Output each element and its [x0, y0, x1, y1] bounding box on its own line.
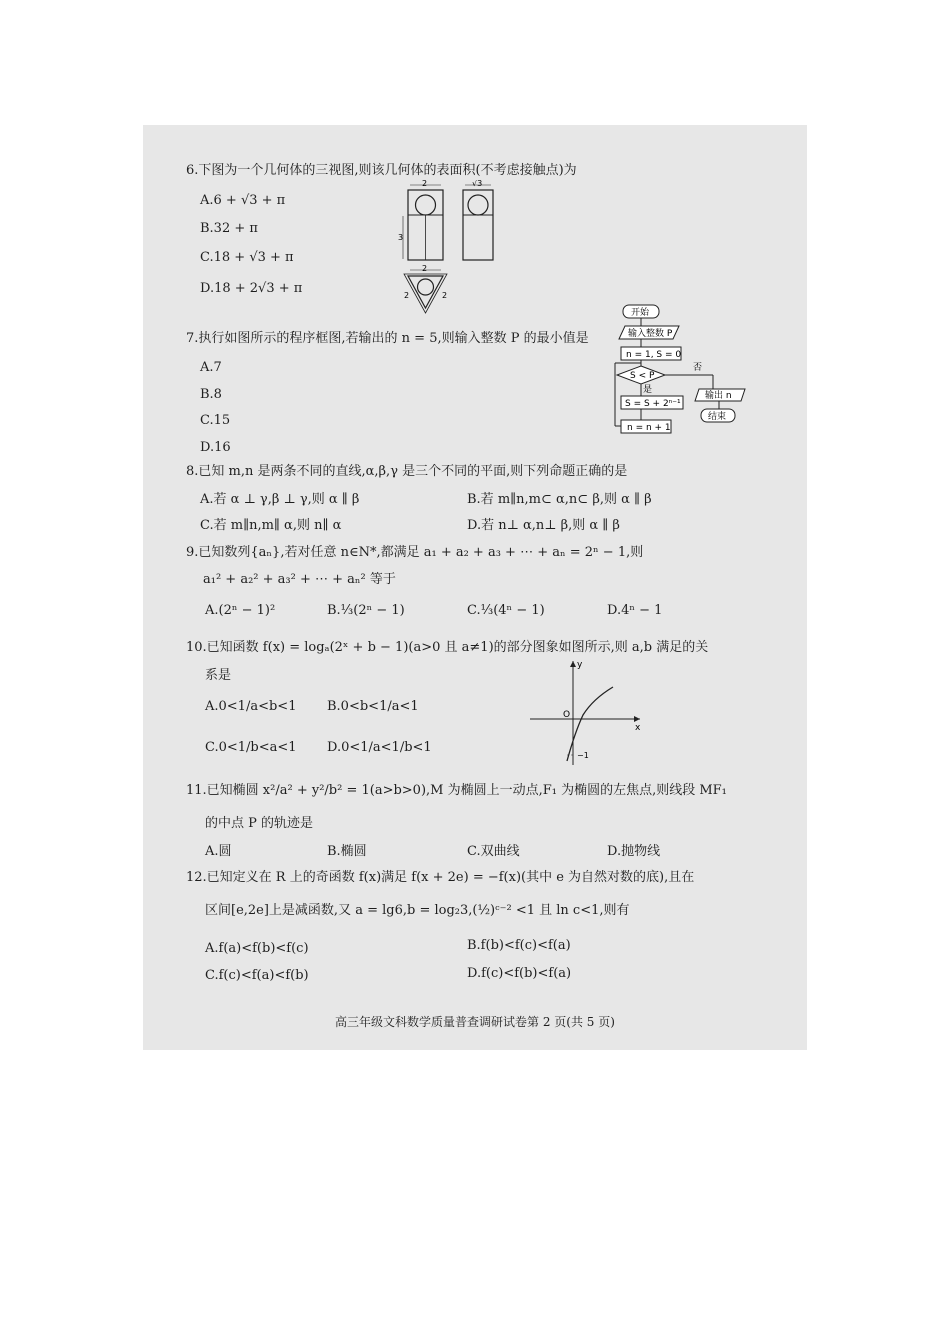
three-view-figure — [398, 180, 523, 320]
q12-option-c: C.f(c)<f(a)<f(b) — [205, 968, 309, 983]
q9-option-b: B.⅓(2ⁿ − 1) — [327, 603, 405, 618]
q6-option-d: D.18 + 2√3 + π — [200, 281, 303, 296]
flow-no: 否 — [693, 363, 703, 373]
flow-update-n: n = n + 1 — [627, 423, 671, 433]
flowchart — [613, 303, 763, 453]
q8-option-c: C.若 m∥n,m∥ α,则 n∥ α — [200, 518, 342, 533]
q8-stem: 8.已知 m,n 是两条不同的直线,α,β,γ 是三个不同的平面,则下列命题正确的是 — [186, 464, 628, 479]
dim-tri-b: 2 — [442, 291, 448, 300]
q11-option-c: C.双曲线 — [467, 844, 520, 859]
q10-option-d: D.0<1/a<1/b<1 — [327, 740, 432, 755]
q9-option-a: A.(2ⁿ − 1)² — [205, 603, 276, 618]
q7-option-d: D.16 — [200, 440, 231, 455]
dim-side-width: √3 — [472, 180, 483, 188]
q10-option-c: C.0<1/b<a<1 — [205, 740, 297, 755]
dim-base-width: 2 — [422, 264, 428, 273]
q9-option-d: D.4ⁿ − 1 — [607, 603, 663, 618]
flow-input: 输入整数 P — [628, 329, 673, 339]
flow-start: 开始 — [631, 308, 650, 318]
q9-stem-2: a₁² + a₂² + a₃² + ⋯ + aₙ² 等于 — [203, 572, 396, 587]
q7-option-c: C.15 — [200, 413, 231, 428]
q7-option-a: A.7 — [200, 360, 222, 375]
q7-option-b: B.8 — [200, 387, 222, 402]
flow-update-s: S = S + 2ⁿ⁻¹ — [625, 399, 681, 409]
q11-option-b: B.椭圆 — [327, 844, 367, 859]
graph-neg1: −1 — [577, 751, 589, 760]
q10-stem: 10.已知函数 f(x) = logₐ(2ˣ + b − 1)(a>0 且 a≠1)的部分图象如图所示,则 a,b 满足的关 — [186, 640, 709, 655]
q10-option-a: A.0<1/a<b<1 — [205, 699, 297, 714]
dim-top-width: 2 — [422, 180, 428, 188]
flow-init: n = 1, S = 0 — [626, 350, 682, 360]
flow-cond: S < P — [630, 371, 655, 381]
q10-option-b: B.0<b<1/a<1 — [327, 699, 419, 714]
graph-y-label: y — [577, 660, 583, 670]
q9-option-c: C.⅓(4ⁿ − 1) — [467, 603, 545, 618]
q8-option-a: A.若 α ⊥ γ,β ⊥ γ,则 α ∥ β — [200, 492, 360, 507]
q12-option-d: D.f(c)<f(b)<f(a) — [467, 966, 572, 981]
q6-option-b: B.32 + π — [200, 221, 258, 236]
q11-stem: 11.已知椭圆 x²/a² + y²/b² = 1(a>b>0),M 为椭圆上一动点,F₁ 为椭圆的左焦点,则线段 MF₁ — [186, 783, 727, 798]
q6-option-c: C.18 + √3 + π — [200, 250, 294, 265]
q6-stem: 6.下图为一个几何体的三视图,则该几何体的表面积(不考虑接触点)为 — [186, 163, 577, 178]
q6-option-a: A.6 + √3 + π — [200, 193, 286, 208]
q10-stem-2: 系是 — [205, 668, 232, 683]
scanned-page — [143, 125, 807, 1050]
q12-stem-2: 区间[e,2e]上是减函数,又 a = lg6,b = log₂3,(½)ᶜ⁻² <1 且 ln c<1,则有 — [205, 903, 630, 918]
q11-option-d: D.抛物线 — [607, 844, 661, 859]
q9-stem: 9.已知数列{aₙ},若对任意 n∈N*,都满足 a₁ + a₂ + a₃ + ⋯ + aₙ = 2ⁿ − 1,则 — [186, 545, 644, 560]
q8-option-d: D.若 n⊥ α,n⊥ β,则 α ∥ β — [467, 518, 620, 533]
flow-end: 结束 — [708, 412, 727, 422]
flow-yes: 是 — [643, 385, 653, 395]
q12-option-a: A.f(a)<f(b)<f(c) — [205, 941, 309, 956]
q10-graph — [525, 657, 645, 767]
graph-origin: O — [563, 710, 571, 720]
q12-option-b: B.f(b)<f(c)<f(a) — [467, 938, 571, 953]
q12-stem: 12.已知定义在 R 上的奇函数 f(x)满足 f(x + 2e) = −f(x)(其中 e 为自然对数的底),且在 — [186, 870, 695, 885]
q8-option-b: B.若 m∥n,m⊂ α,n⊂ β,则 α ∥ β — [467, 492, 652, 507]
dim-tri-a: 2 — [404, 291, 410, 300]
q11-stem-2: 的中点 P 的轨迹是 — [205, 816, 314, 831]
graph-x-label: x — [635, 723, 641, 733]
flow-output: 输出 n — [705, 391, 732, 401]
q11-option-a: A.圆 — [205, 844, 232, 859]
dim-height: 3 — [398, 233, 404, 242]
q7-stem: 7.执行如图所示的程序框图,若输出的 n = 5,则输入整数 P 的最小值是 — [186, 331, 589, 346]
page-footer: 高三年级文科数学质量普查调研试卷第 2 页(共 5 页) — [335, 1015, 615, 1029]
